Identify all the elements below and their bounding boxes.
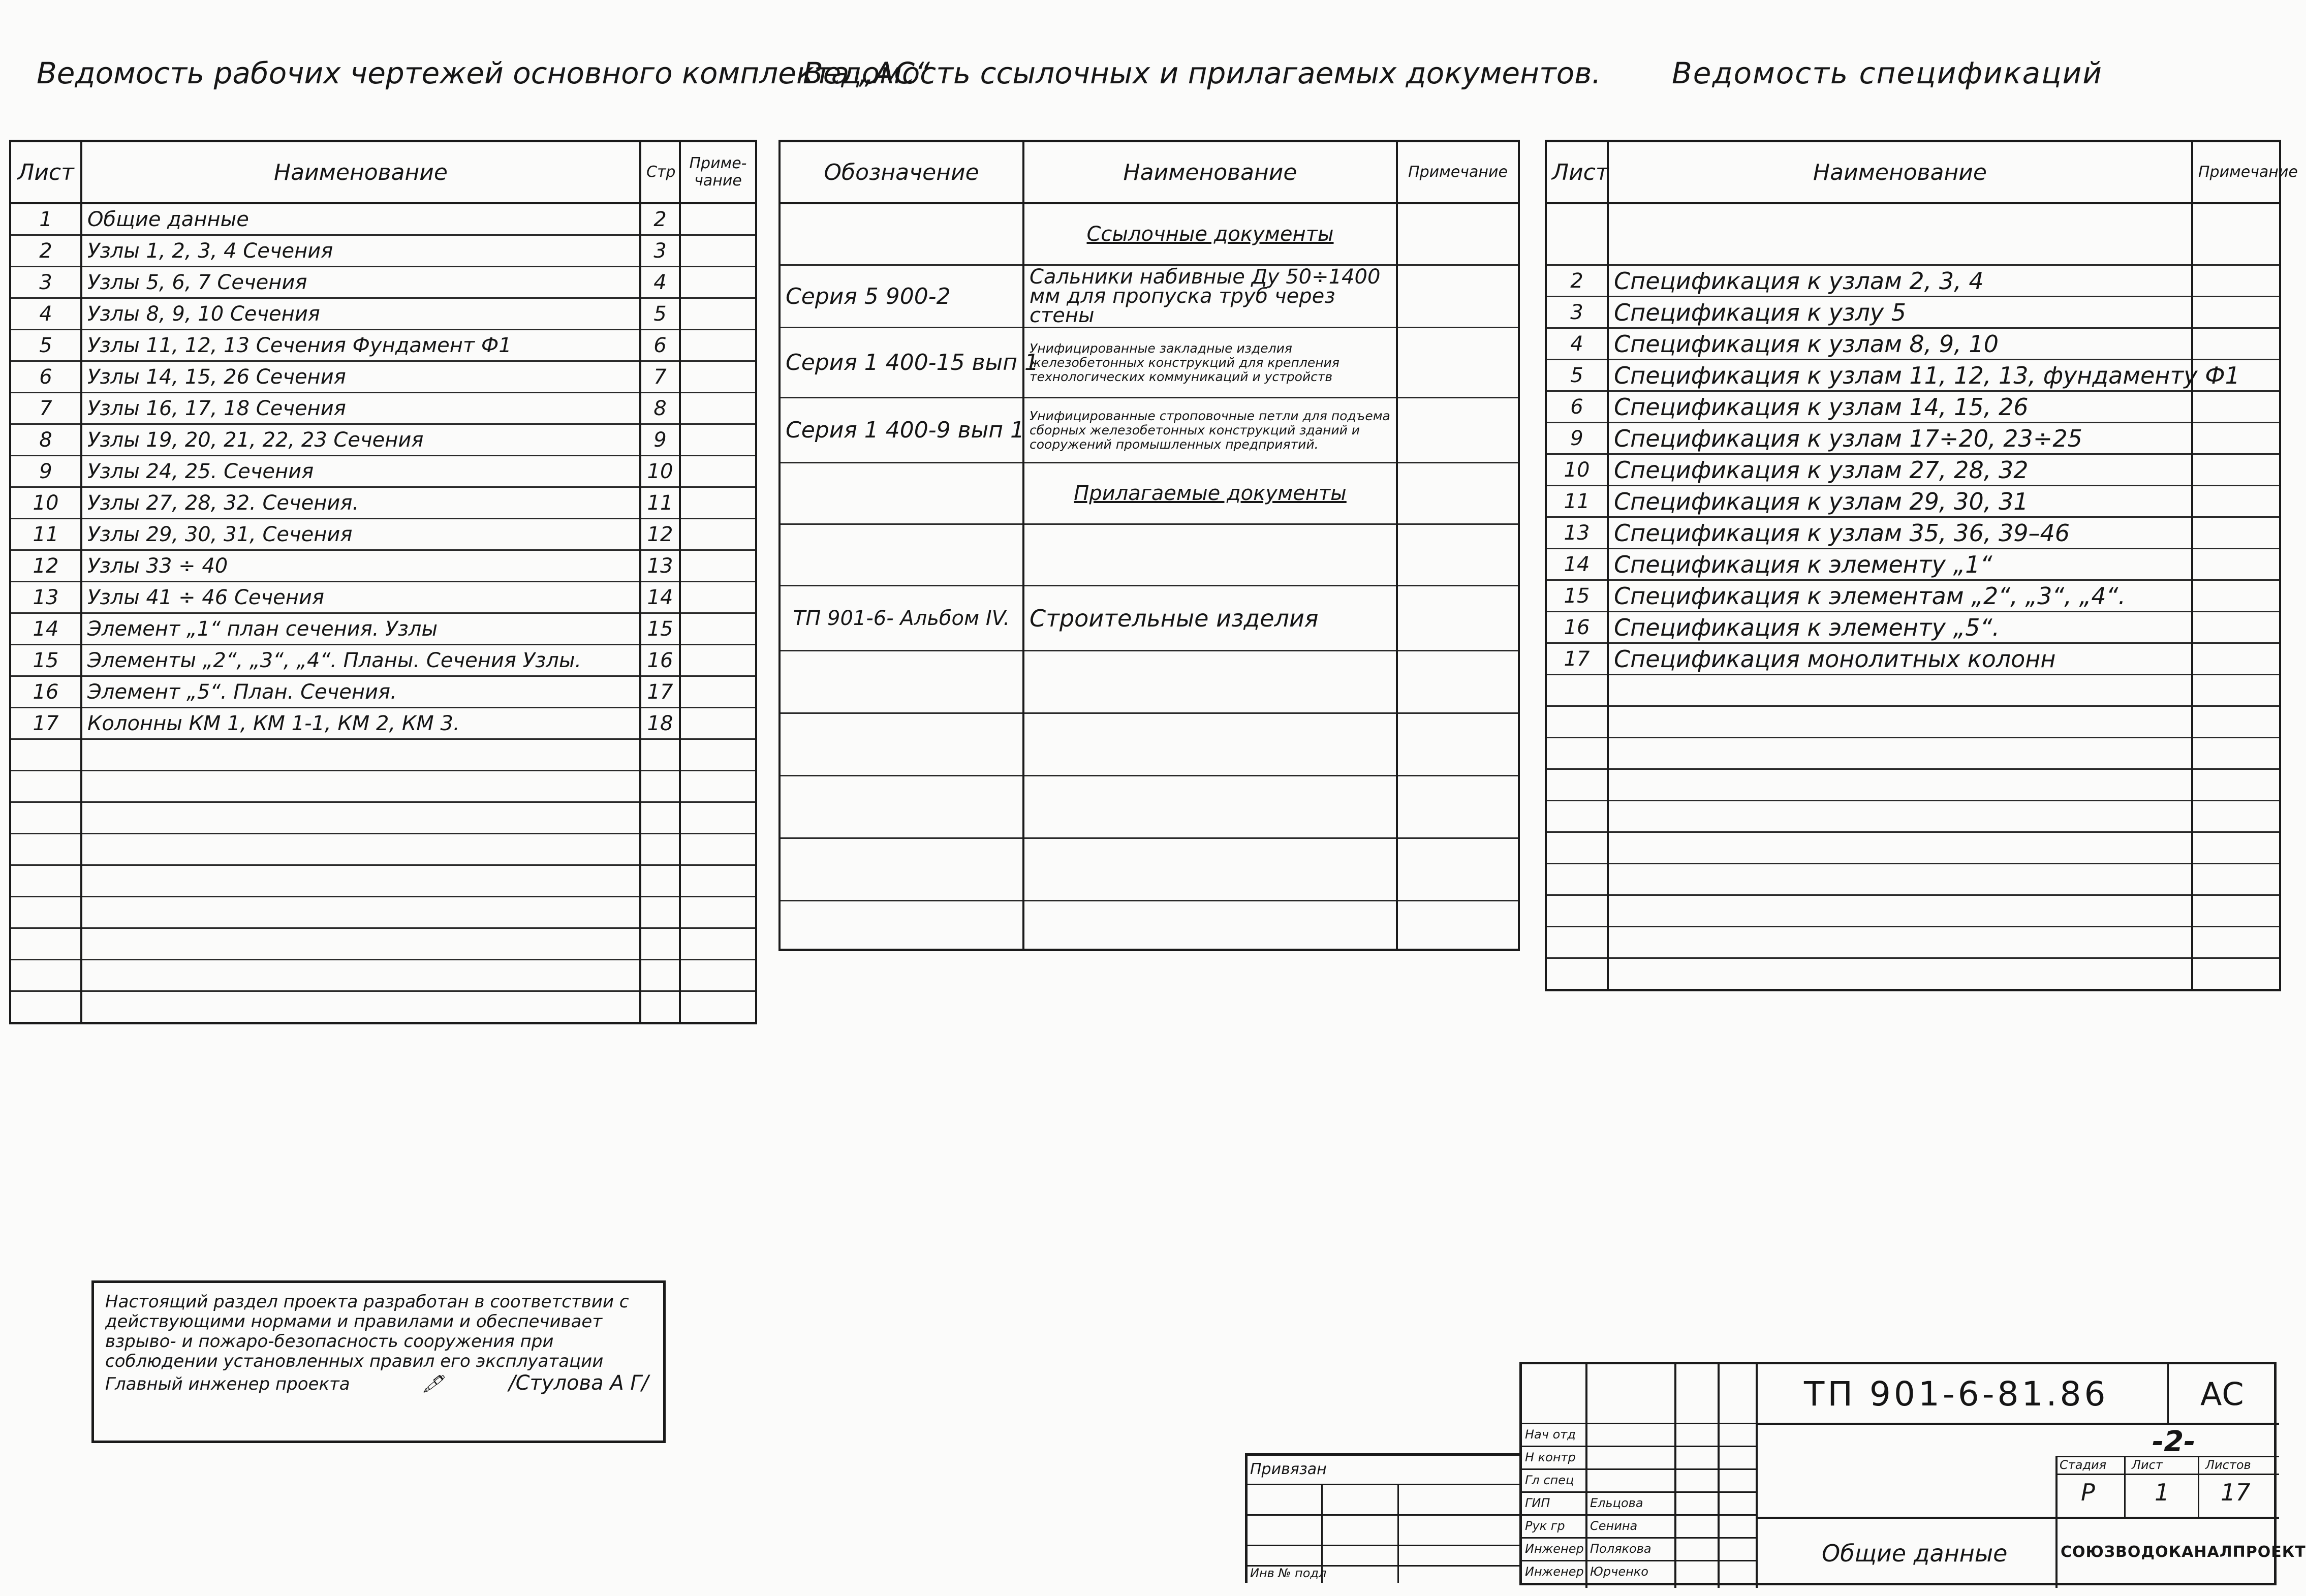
table-row: [1546, 549, 2280, 580]
cell-name: Спецификация к узлам 2, 3, 4: [1608, 265, 2192, 297]
organization-name: СОЮЗВОДОКАНАЛПРОЕКТ: [2061, 1543, 2306, 1561]
cell-page: 8: [640, 393, 680, 424]
cell-note: [680, 361, 756, 393]
cell-name: Спецификация к узлам 27, 28, 32: [1608, 454, 2192, 486]
col-header-sheet: Лист: [1546, 141, 1608, 204]
table-row: [780, 265, 1519, 328]
cell-note: [680, 676, 756, 708]
signature-icon: 🖋: [422, 1374, 444, 1394]
table-row: [10, 424, 756, 456]
list-item: [10, 802, 756, 834]
col-header-sheet: Лист: [10, 141, 81, 204]
cell-sheet: 13: [1546, 517, 1608, 549]
col-header-page: Стр: [640, 141, 680, 204]
list-item: [780, 651, 1519, 713]
list-item: [780, 838, 1519, 901]
table-row: [1546, 297, 2280, 328]
cell-page: 17: [640, 676, 680, 708]
col-header-note: Примечание: [2192, 141, 2280, 204]
cell-sheet: 3: [1546, 297, 1608, 328]
cell-page: 3: [640, 235, 680, 267]
stamp-name: Сенина: [1590, 1519, 1638, 1533]
cell-note: [680, 456, 756, 487]
cell-note: [680, 203, 756, 235]
cell-sheet: 10: [10, 487, 81, 519]
list-item: [780, 203, 1519, 265]
cell-name: Узлы 5, 6, 7 Сечения: [81, 267, 640, 298]
table-row: [1546, 612, 2280, 643]
stamp-role: Рук гр: [1525, 1519, 1565, 1533]
sheet-label: Лист: [2132, 1458, 2163, 1472]
cell-name: Спецификация к узлу 5: [1608, 297, 2192, 328]
cell-name: Спецификация к элементу „1“: [1608, 549, 2192, 580]
cell-sheet: 5: [1546, 360, 1608, 391]
table-row: [10, 487, 756, 519]
cell-sheet: 16: [10, 676, 81, 708]
table-row: [10, 330, 756, 361]
cell-sheet: 3: [10, 267, 81, 298]
attached-docs-heading: Прилагаемые документы: [1023, 463, 1397, 524]
stamp-role: ГИП: [1525, 1496, 1550, 1510]
cell-name: Узлы 24, 25. Сечения: [81, 456, 640, 487]
cell-name: Спецификация монолитных колонн: [1608, 643, 2192, 675]
chief-engineer-label: Главный инженер проекта: [105, 1374, 350, 1394]
list-item: [1546, 895, 2280, 927]
col-header-code: Обозначение: [780, 141, 1023, 204]
table-row: [10, 708, 756, 739]
cell-name: Спецификация к элементу „5“.: [1608, 612, 2192, 643]
title-block: [1519, 1362, 2306, 1585]
list-item: [10, 834, 756, 865]
cell-page: 2: [640, 203, 680, 235]
cell-name: Узлы 8, 9, 10 Сечения: [81, 298, 640, 330]
list-item: [10, 897, 756, 928]
cell-name: Узлы 19, 20, 21, 22, 23 Сечения: [81, 424, 640, 456]
list-item: [10, 739, 756, 771]
sheets-value: 17: [2221, 1479, 2251, 1506]
cell-sheet: 15: [1546, 580, 1608, 612]
cell-name: Колонны КМ 1, КМ 1-1, КМ 2, КМ 3.: [81, 708, 640, 739]
cell-note: [680, 235, 756, 267]
table-row: [1546, 643, 2280, 675]
cell-name: Спецификация к узлам 35, 36, 39–46: [1608, 517, 2192, 549]
cell-sheet: 17: [1546, 643, 1608, 675]
cell-name: Спецификация к узлам 29, 30, 31: [1608, 486, 2192, 517]
table-row: [1546, 486, 2280, 517]
table-row: [10, 582, 756, 613]
cell-sheet: 4: [1546, 328, 1608, 360]
attached-code: ТП 901-6- Альбом IV.: [780, 586, 1023, 651]
table-row: [10, 298, 756, 330]
cell-sheet: 12: [10, 550, 81, 582]
cell-note: [680, 298, 756, 330]
stamp-role: Инженер: [1525, 1564, 1584, 1579]
stamp-name: Юрченко: [1590, 1564, 1648, 1579]
cell-sheet: 9: [10, 456, 81, 487]
ref-code: Серия 5 900-2: [780, 265, 1023, 328]
cell-page: 6: [640, 330, 680, 361]
cell-name: Узлы 27, 28, 32. Сечения.: [81, 487, 640, 519]
cell-sheet: 11: [1546, 486, 1608, 517]
chief-engineer-name: /Стулова А Г/: [509, 1371, 649, 1395]
cell-sheet: 16: [1546, 612, 1608, 643]
col-header-name: Наименование: [81, 141, 640, 204]
list-item: [1546, 738, 2280, 769]
cell-note: [680, 393, 756, 424]
list-item: [10, 771, 756, 802]
sheet1-title: Ведомость рабочих чертежей основного комплекта „АС“: [37, 56, 930, 90]
cell-name: Элемент „5“. План. Сечения.: [81, 676, 640, 708]
table-row: [10, 267, 756, 298]
table-row: [10, 203, 756, 235]
list-item: [1546, 927, 2280, 958]
stamp-name: Полякова: [1590, 1542, 1651, 1556]
stage-label: Стадия: [2060, 1458, 2107, 1472]
table-row: [1546, 517, 2280, 549]
sheet2-title: Ведомость ссылочных и прилагаемых документов.: [803, 56, 1601, 90]
cell-name: Узлы 29, 30, 31, Сечения: [81, 519, 640, 550]
table-header-row: [1546, 141, 2280, 204]
list-item: [1546, 203, 2280, 265]
note-text: Настоящий раздел проекта разработан в соответствии с действующими нормами и правилами и обеспечивает взрыво- и пожаро-безопасность сооружения при соблюдении установленных правил его эксплуатации: [105, 1292, 629, 1371]
cell-name: Спецификация к узлам 17÷20, 23÷25: [1608, 423, 2192, 454]
ref-code: Серия 1 400-15 вып 1: [780, 328, 1023, 398]
table-row: [780, 328, 1519, 398]
cell-page: 9: [640, 424, 680, 456]
stamp-name: Ельцова: [1590, 1496, 1643, 1510]
compliance-note: [91, 1280, 666, 1443]
table-row: [10, 613, 756, 645]
cell-page: 15: [640, 613, 680, 645]
cell-sheet: 15: [10, 645, 81, 676]
list-item: [780, 713, 1519, 776]
cell-name: Элементы „2“, „3“, „4“. Планы. Сечения Узлы.: [81, 645, 640, 676]
drawing-code: ТП 901-6-81.86: [1804, 1374, 2109, 1414]
list-item: [1546, 706, 2280, 738]
references-table: [778, 140, 1520, 951]
list-item: [1546, 801, 2280, 832]
cell-sheet: 10: [1546, 454, 1608, 486]
table-row: [10, 645, 756, 676]
cell-name: Узлы 16, 17, 18 Сечения: [81, 393, 640, 424]
specifications-table: [1545, 140, 2298, 991]
cell-note: [680, 582, 756, 613]
drawing-mark: АС: [2200, 1375, 2244, 1413]
stamp-role: Гл спец: [1525, 1473, 1574, 1487]
table-row: [780, 398, 1519, 463]
ref-name: Сальники набивные Ду 50÷1400 мм для пропуска труб через стены: [1023, 265, 1397, 328]
cell-note: [680, 424, 756, 456]
cell-sheet: 7: [10, 393, 81, 424]
cell-name: Общие данные: [81, 203, 640, 235]
cell-note: [680, 550, 756, 582]
cell-page: 7: [640, 361, 680, 393]
table-header-row: [10, 141, 756, 204]
ref-docs-heading: Ссылочные документы: [1023, 203, 1397, 265]
list-item: [10, 928, 756, 960]
table-row: [1546, 328, 2280, 360]
cell-sheet: 2: [10, 235, 81, 267]
stamp-role: Нач отд: [1525, 1427, 1576, 1442]
attached-name: Строительные изделия: [1023, 586, 1397, 651]
table-row: [1546, 265, 2280, 297]
list-item: [10, 865, 756, 897]
cell-page: 5: [640, 298, 680, 330]
table-header-row: [780, 141, 1519, 204]
list-item: [1546, 958, 2280, 990]
list-item: [780, 901, 1519, 950]
stage-value: Р: [2081, 1479, 2095, 1506]
cell-note: [680, 613, 756, 645]
binding-label: Привязан: [1250, 1460, 1327, 1478]
cell-name: Спецификация к элементам „2“, „3“, „4“.: [1608, 580, 2192, 612]
table-row: [1546, 360, 2280, 391]
list-item: [1546, 864, 2280, 895]
page-number: -2-: [2152, 1425, 2196, 1458]
drawings-register-table: [9, 140, 757, 1024]
cell-name: Спецификация к узлам 14, 15, 26: [1608, 391, 2192, 423]
list-item: [780, 524, 1519, 586]
cell-sheet: 14: [10, 613, 81, 645]
cell-note: [680, 708, 756, 739]
cell-name: Узлы 41 ÷ 46 Сечения: [81, 582, 640, 613]
cell-note: [680, 645, 756, 676]
cell-sheet: 5: [10, 330, 81, 361]
cell-sheet: 6: [1546, 391, 1608, 423]
cell-name: Узлы 14, 15, 26 Сечения: [81, 361, 640, 393]
cell-sheet: 13: [10, 582, 81, 613]
table-row: [10, 456, 756, 487]
col-header-note: Примечание: [1397, 141, 1519, 204]
cell-sheet: 14: [1546, 549, 1608, 580]
cell-page: 14: [640, 582, 680, 613]
table-row: [1546, 454, 2280, 486]
cell-page: 4: [640, 267, 680, 298]
cell-note: [680, 487, 756, 519]
cell-name: Узлы 1, 2, 3, 4 Сечения: [81, 235, 640, 267]
list-item: [1546, 675, 2280, 706]
table-row: [1546, 423, 2280, 454]
table-row: [10, 676, 756, 708]
cell-name: Спецификация к узлам 11, 12, 13, фундаменту Ф1: [1608, 360, 2192, 391]
col-header-name: Наименование: [1608, 141, 2192, 204]
cell-sheet: 6: [10, 361, 81, 393]
list-item: [10, 991, 756, 1023]
table-row: [780, 586, 1519, 651]
cell-sheet: 1: [10, 203, 81, 235]
list-item: [780, 463, 1519, 524]
col-header-note: Приме-чание: [680, 141, 756, 204]
cell-sheet: 17: [10, 708, 81, 739]
cell-page: 16: [640, 645, 680, 676]
list-item: [780, 776, 1519, 838]
cell-name: Спецификация к узлам 8, 9, 10: [1608, 328, 2192, 360]
cell-page: 12: [640, 519, 680, 550]
sheet-value: 1: [2155, 1479, 2170, 1506]
table-row: [10, 550, 756, 582]
sheets-label: Листов: [2205, 1458, 2251, 1472]
table-row: [10, 235, 756, 267]
sheet3-title: Ведомость спецификаций: [1672, 56, 2103, 90]
ref-name: Унифицированные закладные изделия железобетонных конструкций для крепления технологических коммуникаций и устройств: [1023, 328, 1397, 398]
col-header-name: Наименование: [1023, 141, 1397, 204]
cell-sheet: 2: [1546, 265, 1608, 297]
ref-name: Унифицированные строповочные петли для подъема сборных железобетонных конструкций зданий и сооружений промышленных предприятий.: [1023, 398, 1397, 463]
cell-page: 10: [640, 456, 680, 487]
table-row: [10, 519, 756, 550]
cell-page: 13: [640, 550, 680, 582]
table-row: [1546, 580, 2280, 612]
stamp-role: Инженер: [1525, 1542, 1584, 1556]
sheet-title: Общие данные: [1822, 1540, 2008, 1567]
cell-note: [680, 330, 756, 361]
cell-page: 11: [640, 487, 680, 519]
stamp-role: Н контр: [1525, 1450, 1576, 1464]
cell-note: [680, 267, 756, 298]
ref-code: Серия 1 400-9 вып 1: [780, 398, 1023, 463]
cell-page: 18: [640, 708, 680, 739]
cell-note: [680, 519, 756, 550]
table-row: [1546, 391, 2280, 423]
list-item: [1546, 769, 2280, 801]
list-item: [1546, 832, 2280, 864]
list-item: [10, 960, 756, 991]
table-row: [10, 393, 756, 424]
table-row: [10, 361, 756, 393]
cell-name: Узлы 33 ÷ 40: [81, 550, 640, 582]
cell-sheet: 4: [10, 298, 81, 330]
cell-name: Узлы 11, 12, 13 Сечения Фундамент Ф1: [81, 330, 640, 361]
cell-sheet: 8: [10, 424, 81, 456]
cell-sheet: 9: [1546, 423, 1608, 454]
cell-sheet: 11: [10, 519, 81, 550]
cell-name: Элемент „1“ план сечения. Узлы: [81, 613, 640, 645]
inventory-label: Инв № подл: [1250, 1566, 1327, 1580]
